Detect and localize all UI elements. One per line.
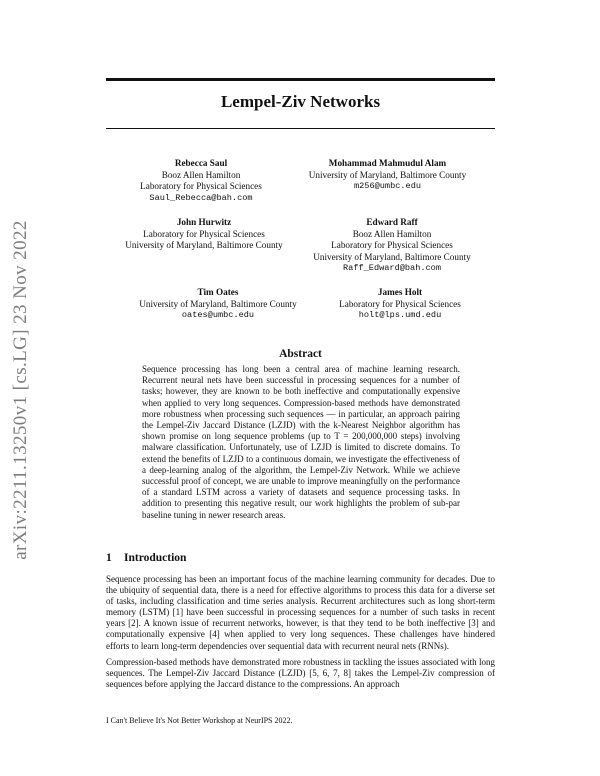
author-email: Raff_Edward@bah.com: [343, 263, 441, 274]
paragraph: Compression-based methods have demonstrated more robustness in tackling the issues associated with long sequences. The Lempel-Ziv Jaccard Distance (LZJD) [5, 6, 7, 8] takes the Lempel-Ziv compression of sequences before applying the Jaccard distance to the compressions. An approach: [106, 656, 495, 689]
author-affiliation: University of Maryland, Baltimore County: [125, 240, 283, 251]
author-email: Saul_Rebecca@bah.com: [149, 192, 253, 203]
author-block-raff: [302, 217, 482, 275]
author-affiliation: Laboratory for Physical Sciences: [339, 298, 461, 309]
workshop-footnote: I Can't Believe It's Not Better Workshop at NeurIPS 2022.: [106, 716, 293, 725]
author-email: oates@umbc.edu: [181, 310, 255, 321]
section-number: 1: [106, 552, 112, 564]
section-heading: [106, 552, 186, 564]
introduction-body: [106, 574, 495, 695]
section-title: Introduction: [124, 552, 187, 564]
author-block-alam: [290, 158, 485, 193]
author-affiliation: Booz Allen Hamilton: [161, 169, 241, 180]
author-name: Mohammad Mahmudul Alam: [328, 158, 447, 168]
paragraph: Sequence processing has been an important focus of the machine learning community for decades. Due to the ubiquity of sequential data, there is a need for effective algorithms to process this data for a diverse set of tasks, including classification and time series analysis. Recurrent architectures such as long short-term memory (LSTM) [1] have been successful in processing sequences for a number of such tasks in recent years [2]. A known issue of recurrent networks, however, is that they tend to be both ineffective [3] and computationally expensive [4] when applied to very long sequences. These challenges have hindered efforts to learn long-term dependencies over sequential data with recurrent neural nets (RNNs).: [106, 574, 495, 651]
abstract-body: Sequence processing has long been a central area of machine learning research. Recurrent neural nets have been successful in processing sequences for a number of tasks; however, they are known to be both ineffective and computationally expensive when applied to very long sequences. Compression-based methods have demonstrated more robustness when processing such sequences — in particular, an approach pairing the Lempel-Ziv Jaccard Distance (LZJD) with the k-Nearest Neighbor algorithm has shown promise on long sequence problems (up to T = 200,000,000 steps) involving malware classification. Unfortunately, use of LZJD is limited to discrete domains. To extend the benefits of LZJD to a continuous domain, we investigate the effectiveness of a deep-learning analog of the algorithm, the Lempel-Ziv Network. While we achieve successful proof of concept, we are unable to improve meaningfully on the performance of a standard LSTM across a variety of datasets and sequence processing tasks. In addition to presenting this negative result, our work highlights the problem of sub-par baseline tuning in newer research areas.: [142, 364, 460, 520]
author-affiliation: University of Maryland, Baltimore County: [308, 169, 467, 180]
author-affiliation: University of Maryland, Baltimore County: [139, 298, 297, 309]
author-email: holt@lps.umd.edu: [358, 310, 442, 321]
author-name: Rebecca Saul: [174, 158, 228, 168]
author-affiliation: Laboratory for Physical Sciences: [140, 181, 262, 192]
author-name: Tim Oates: [197, 287, 239, 297]
author-email: m256@umbc.edu: [353, 181, 422, 192]
author-affiliation: University of Maryland, Baltimore County: [313, 251, 471, 262]
abstract-heading: Abstract: [279, 348, 322, 360]
author-name: John Hurwitz: [176, 217, 232, 227]
author-affiliation: Booz Allen Hamilton: [352, 228, 432, 239]
author-block-oates: [128, 287, 308, 322]
title-top-rule: [106, 78, 495, 81]
author-affiliation: Laboratory for Physical Sciences: [143, 228, 265, 239]
arxiv-stamp: arXiv:2211.13250v1 [cs.LG] 23 Nov 2022: [10, 220, 32, 560]
title-bottom-rule: [106, 128, 495, 129]
arxiv-stamp-container: [6, 200, 36, 580]
paper-title: Lempel-Ziv Networks: [220, 92, 381, 111]
author-affiliation: Laboratory for Physical Sciences: [331, 240, 453, 251]
author-name: Edward Raff: [366, 217, 418, 227]
author-block-holt: [320, 287, 480, 322]
author-block-saul: [126, 158, 276, 204]
author-name: James Holt: [377, 287, 423, 297]
author-block-hurwitz: [114, 217, 294, 252]
